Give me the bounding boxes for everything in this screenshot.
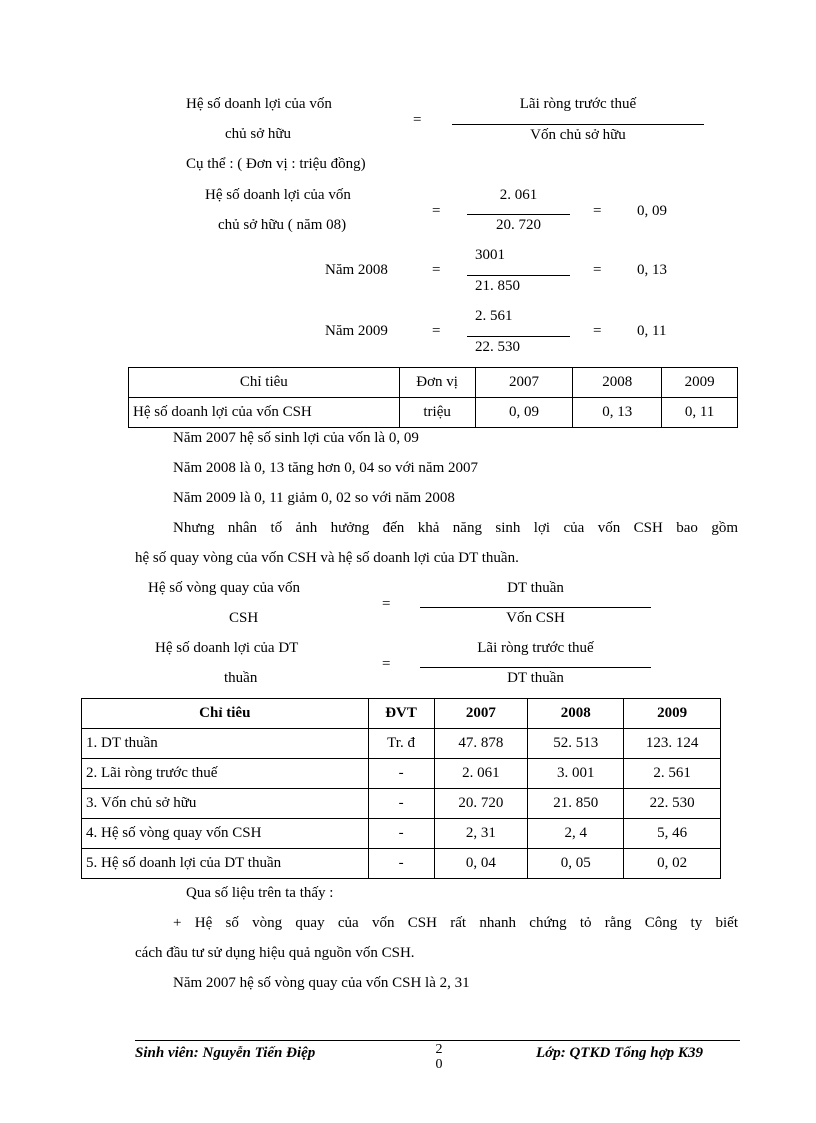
table-header-cell: 2008	[573, 368, 662, 398]
table-row	[82, 849, 721, 879]
calc-2008-result-equals: =	[593, 262, 602, 278]
table-cell: 0, 02	[624, 849, 721, 879]
formula2-numerator: DT thuần	[507, 580, 564, 596]
calc-2007-equals: =	[432, 203, 441, 219]
paragraph-line: Nhưng nhân tố ảnh hưởng đến khả năng sinh lợi của vốn CSH bao gồm	[173, 520, 738, 536]
formula1-denominator: Vốn chủ sở hữu	[530, 127, 626, 143]
table-header-cell: 2007	[475, 368, 573, 398]
table-cell: 123. 124	[624, 729, 721, 759]
table-header-cell: ĐVT	[368, 699, 434, 729]
calc-2008-equals: =	[432, 262, 441, 278]
table-cell: 2. 561	[624, 759, 721, 789]
footer-student: Sinh viên: Nguyễn Tiến Điệp	[135, 1045, 316, 1061]
calc-2009-label: Năm 2009	[325, 323, 388, 339]
calc-2008-label: Năm 2008	[325, 262, 388, 278]
table-row	[82, 759, 721, 789]
formula3-numerator: Lãi ròng trước thuế	[477, 640, 594, 656]
table-cell: 0, 05	[528, 849, 624, 879]
table-cell: 4. Hệ số vòng quay vốn CSH	[82, 819, 369, 849]
table-row	[82, 789, 721, 819]
calc-2007-fraction-line	[467, 214, 570, 215]
table-header-cell: 2009	[624, 699, 721, 729]
table-header-row	[82, 699, 721, 729]
calc-2009-result-equals: =	[593, 323, 602, 339]
page-number-digit: 0	[435, 1057, 443, 1072]
table-cell: Tr. đ	[368, 729, 434, 759]
calc-2007-label-line1: Hệ số doanh lợi của vốn	[205, 187, 351, 203]
table-cell: 47. 878	[434, 729, 528, 759]
table-cell: -	[368, 819, 434, 849]
calc-2009-equals: =	[432, 323, 441, 339]
formula2-denominator: Vốn CSH	[506, 610, 565, 626]
table-cell: 52. 513	[528, 729, 624, 759]
table-header-cell: Đơn vị	[399, 368, 475, 398]
calc-2008-numerator: 3001	[475, 247, 505, 263]
formula1-numerator: Lãi ròng trước thuế	[519, 96, 637, 112]
table-header-cell: 2008	[528, 699, 624, 729]
formula1-fraction-line	[452, 124, 704, 125]
table-cell: -	[368, 789, 434, 819]
table-header-cell: 2007	[434, 699, 528, 729]
ratio-summary-table	[128, 367, 738, 428]
conclusion-line: Năm 2007 hệ số vòng quay của vốn CSH là 2, 31	[173, 975, 470, 991]
calc-2007-label-line2: chủ sở hữu ( năm 08)	[218, 217, 347, 233]
table-header-cell: Chỉ tiêu	[82, 699, 369, 729]
table-cell: 2, 4	[528, 819, 624, 849]
table-header-row	[129, 368, 738, 398]
table-cell: 3. Vốn chủ sở hữu	[82, 789, 369, 819]
table-cell: 0, 13	[573, 398, 662, 428]
table-row	[82, 729, 721, 759]
formula1-equals: =	[413, 112, 422, 128]
calc-2007-result-equals: =	[593, 203, 602, 219]
table-cell: -	[368, 759, 434, 789]
table-cell: 0, 09	[475, 398, 573, 428]
paragraph-line: Năm 2008 là 0, 13 tăng hơn 0, 04 so với năm 2007	[173, 460, 479, 476]
table-row	[82, 819, 721, 849]
formula3-fraction-line	[420, 667, 651, 668]
formula2-label-line1: Hệ số vòng quay của vốn	[148, 580, 301, 596]
calc-2007-result: 0, 09	[637, 203, 667, 219]
conclusion-line: + Hệ số vòng quay của vốn CSH rất nhanh chứng tỏ rằng Công ty biết	[173, 915, 738, 931]
calc-2009-fraction-line	[467, 336, 570, 337]
calc-2007-denominator: 20. 720	[496, 217, 541, 233]
formula2-equals: =	[382, 596, 391, 612]
paragraph-line: Năm 2007 hệ số sinh lợi của vốn là 0, 09	[173, 430, 419, 446]
page-number	[430, 1042, 448, 1072]
formula3-denominator: DT thuần	[507, 670, 564, 686]
paragraph-line: hệ số quay vòng của vốn CSH và hệ số doanh lợi của DT thuần.	[135, 550, 519, 566]
table-cell: 20. 720	[434, 789, 528, 819]
calc-2007-numerator: 2. 061	[499, 187, 538, 203]
page-number-digit: 2	[435, 1042, 443, 1057]
formula1-label-line1: Hệ số doanh lợi của vốn	[186, 96, 332, 112]
calc-2009-result: 0, 11	[637, 323, 667, 339]
table-cell: 5. Hệ số doanh lợi của DT thuần	[82, 849, 369, 879]
table-cell: Hệ số doanh lợi của vốn CSH	[129, 398, 400, 428]
conclusion-line: cách đầu tư sử dụng hiệu quả nguồn vốn CSH.	[135, 945, 415, 961]
calc-2008-fraction-line	[467, 275, 570, 276]
formula2-fraction-line	[420, 607, 651, 608]
table-cell: 21. 850	[528, 789, 624, 819]
table-cell: 0, 04	[434, 849, 528, 879]
calc-2008-result: 0, 13	[637, 262, 667, 278]
indicators-table	[81, 698, 721, 879]
calc-2008-denominator: 21. 850	[475, 278, 520, 294]
table-cell: 1. DT thuần	[82, 729, 369, 759]
formula3-label-line2: thuần	[224, 670, 258, 686]
table-cell: 5, 46	[624, 819, 721, 849]
table-cell: 2. 061	[434, 759, 528, 789]
footer-rule	[135, 1040, 740, 1041]
table-cell: 3. 001	[528, 759, 624, 789]
formula3-label-line1: Hệ số doanh lợi của DT	[155, 640, 299, 656]
detail-heading: Cụ thể : ( Đơn vị : triệu đồng)	[186, 156, 366, 172]
table-cell: 0, 11	[662, 398, 738, 428]
table-cell: triệu	[399, 398, 475, 428]
footer-class: Lớp: QTKD Tổng hợp K39	[536, 1045, 703, 1061]
formula1-label-line2: chủ sở hữu	[225, 126, 292, 142]
calc-2009-denominator: 22. 530	[475, 339, 520, 355]
table-header-cell: 2009	[662, 368, 738, 398]
table-header-cell: Chỉ tiêu	[129, 368, 400, 398]
calc-2009-numerator: 2. 561	[475, 308, 513, 324]
table-cell: 2. Lãi ròng trước thuế	[82, 759, 369, 789]
formula3-equals: =	[382, 656, 391, 672]
table-cell: -	[368, 849, 434, 879]
conclusion-intro: Qua số liệu trên ta thấy :	[186, 885, 334, 901]
paragraph-line: Năm 2009 là 0, 11 giảm 0, 02 so với năm 2008	[173, 490, 455, 506]
table-row	[129, 398, 738, 428]
table-cell: 2, 31	[434, 819, 528, 849]
table-cell: 22. 530	[624, 789, 721, 819]
formula2-label-line2: CSH	[229, 610, 259, 626]
